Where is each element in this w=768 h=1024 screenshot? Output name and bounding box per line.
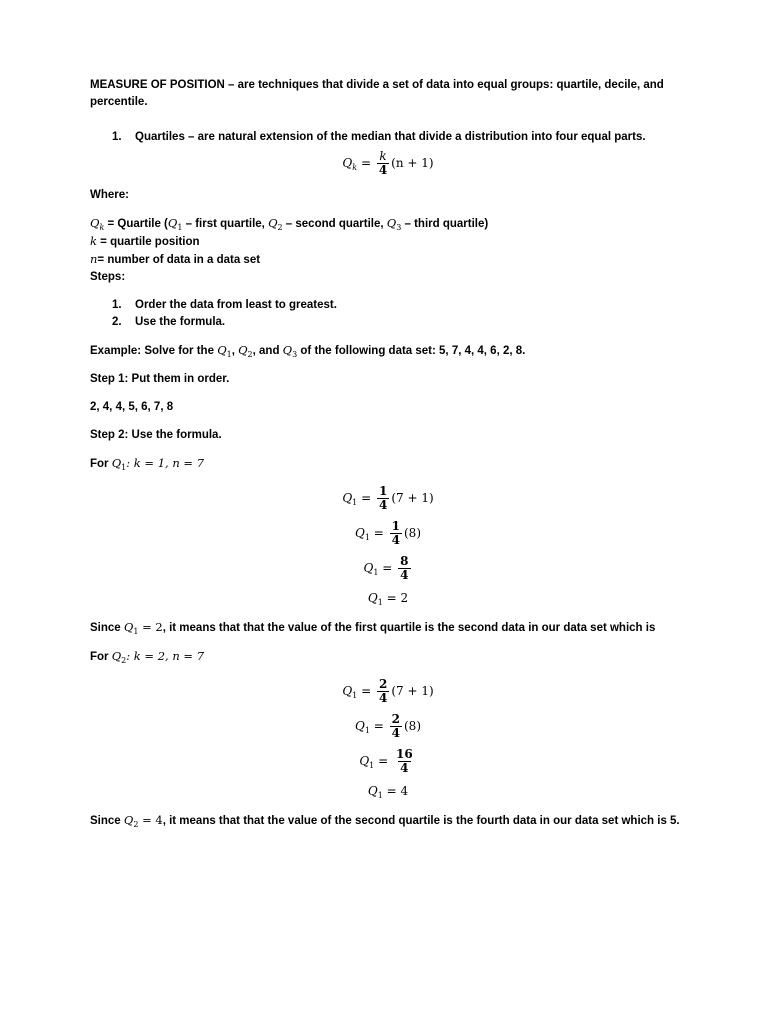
def-n: n= number of data in a data set xyxy=(90,252,261,266)
fraction: $\frac{1}{4}$ xyxy=(378,484,388,512)
step1-line: Step 1: Put them in order. xyxy=(90,373,230,385)
q1-equation-4: $Q_1 = 2$ xyxy=(367,591,409,607)
fraction: $\frac{8}{4}$ xyxy=(400,554,409,582)
q2-equation-4: $Q_1 = 4$ xyxy=(367,784,409,800)
formula-tail: (n + 1) xyxy=(391,156,434,170)
list-text: Quartiles – are natural extension of the median that divide a distribution into four equal parts. xyxy=(135,131,646,143)
where-label: Where: xyxy=(90,189,129,201)
since-q1-line: Since $Q_1 = 2$, it means that that the value of the first quartile is the second data in our data set which is xyxy=(90,620,656,636)
formula-den: 4 xyxy=(378,163,388,177)
fraction: $\frac{1}{4}$ xyxy=(391,519,400,547)
steps-label: Steps: xyxy=(90,271,126,283)
q1-equation-2: $Q_1$ = $\frac{1}{4}$ (8) xyxy=(355,519,421,547)
for-q1-line: For $Q_1$: k = 1, n = 7 xyxy=(90,456,205,472)
formula-num: k xyxy=(379,149,387,163)
intro-paragraph xyxy=(90,77,686,111)
list-item-quartiles xyxy=(90,129,686,146)
q1-equation-3: $Q_1$ = $\frac{8}{4}$ xyxy=(363,554,409,582)
q2-equation-1: $Q_1$ = $\frac{2}{4}$ (7 + 1) xyxy=(342,677,434,705)
example-line: Example: Solve for the $Q_1$, $Q_2$, and $Q_3$ of the following data set: 5, 7, 4, 4, 6, 2, 8. xyxy=(90,343,526,359)
fraction: $\frac{2}{4}$ xyxy=(378,677,388,705)
q2-equation-3: $Q_1$ = $\frac{16}{4}$ xyxy=(359,747,413,775)
def-qk: $Q_k$ = Quartile ($Q_1$ – first quartile, $Q_2$ – second quartile, $Q_3$ – third quartile) xyxy=(90,216,489,232)
for-q2-line: For $Q_2$: k = 2, n = 7 xyxy=(90,649,205,665)
list-item-step-2: 2. Use the formula. xyxy=(112,316,226,328)
step2-line: Step 2: Use the formula. xyxy=(90,429,222,441)
intro-text: – are techniques that divide a set of data into equal groups: quartile, decile, and percentile. xyxy=(90,79,664,108)
intro-heading: MEASURE OF POSITION xyxy=(90,79,225,91)
quartile-list xyxy=(90,129,686,146)
fraction: $\frac{16}{4}$ xyxy=(395,747,413,775)
steps-list xyxy=(90,297,686,331)
q1-equation-1: $Q_1$ = $\frac{1}{4}$ (7 + 1) xyxy=(342,484,434,512)
document-page xyxy=(90,77,686,830)
formula-sub: k xyxy=(352,163,358,172)
def-k: k = quartile position xyxy=(90,234,200,248)
ordered-data: 2, 4, 4, 5, 6, 7, 8 xyxy=(90,401,174,413)
formula-fraction xyxy=(377,150,389,177)
since-q2-line: Since $Q_2 = 4$, it means that that the value of the second quartile is the fourth data in our data set which is 5. xyxy=(90,813,680,829)
fraction: $\frac{2}{4}$ xyxy=(391,712,400,740)
quartile-formula: $Q_k$ = $\frac{k}{4}$ (n + 1) xyxy=(342,149,434,177)
q2-equation-2: $Q_1$ = $\frac{2}{4}$ (8) xyxy=(355,712,421,740)
formula-lhs: Q xyxy=(342,156,353,170)
list-number: 1. xyxy=(112,131,122,143)
list-item-step-1: 1. Order the data from least to greatest. xyxy=(112,299,337,311)
